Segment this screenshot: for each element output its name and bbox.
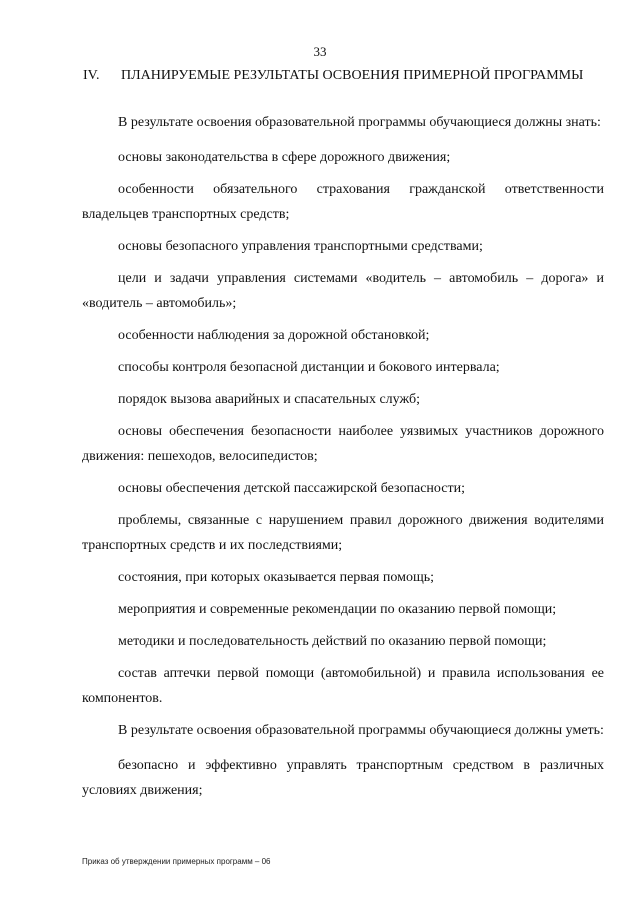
list-item: особенности обязательного страхования гражданской ответственности владельцев транспортных средств; bbox=[82, 182, 604, 222]
list-item: безопасно и эффективно управлять транспортным средством в различных условиях движения; bbox=[82, 758, 604, 798]
footer-note: Приказ об утверждении примерных программ – 06 bbox=[82, 857, 271, 866]
section-title: ПЛАНИРУЕМЫЕ РЕЗУЛЬТАТЫ ОСВОЕНИЯ ПРИМЕРНОЙ ПРОГРАММЫ bbox=[121, 68, 584, 83]
list-item: основы законодательства в сфере дорожного движения; bbox=[118, 150, 451, 165]
section-number: IV. bbox=[83, 68, 100, 83]
page-number: 33 bbox=[313, 44, 327, 59]
know-intro: В результате освоения образовательной программы обучающиеся должны знать: bbox=[118, 115, 601, 130]
list-item: цели и задачи управления системами «водитель – автомобиль – дорога» и «водитель – автомобиль»; bbox=[82, 271, 604, 311]
section-heading bbox=[83, 68, 613, 84]
list-item: особенности наблюдения за дорожной обстановкой; bbox=[118, 328, 430, 343]
list-item: мероприятия и современные рекомендации по оказанию первой помощи; bbox=[118, 602, 557, 617]
able-intro: В результате освоения образовательной программы обучающиеся должны уметь: bbox=[118, 723, 604, 738]
list-item: способы контроля безопасной дистанции и бокового интервала; bbox=[118, 360, 500, 375]
list-item: основы безопасного управления транспортными средствами; bbox=[118, 239, 483, 254]
list-item: состав аптечки первой помощи (автомобильной) и правила использования ее компонентов. bbox=[82, 666, 604, 706]
list-item: основы обеспечения безопасности наиболее уязвимых участников дорожного движения: пешеходов, велосипедистов; bbox=[82, 424, 604, 464]
list-item: проблемы, связанные с нарушением правил дорожного движения водителями транспортных средств и их последствиями; bbox=[82, 513, 604, 553]
list-item: порядок вызова аварийных и спасательных служб; bbox=[118, 392, 420, 407]
document-body bbox=[82, 110, 604, 810]
list-item: методики и последовательность действий по оказанию первой помощи; bbox=[118, 634, 547, 649]
list-item: состояния, при которых оказывается первая помощь; bbox=[118, 570, 434, 585]
list-item: основы обеспечения детской пассажирской безопасности; bbox=[118, 481, 465, 496]
